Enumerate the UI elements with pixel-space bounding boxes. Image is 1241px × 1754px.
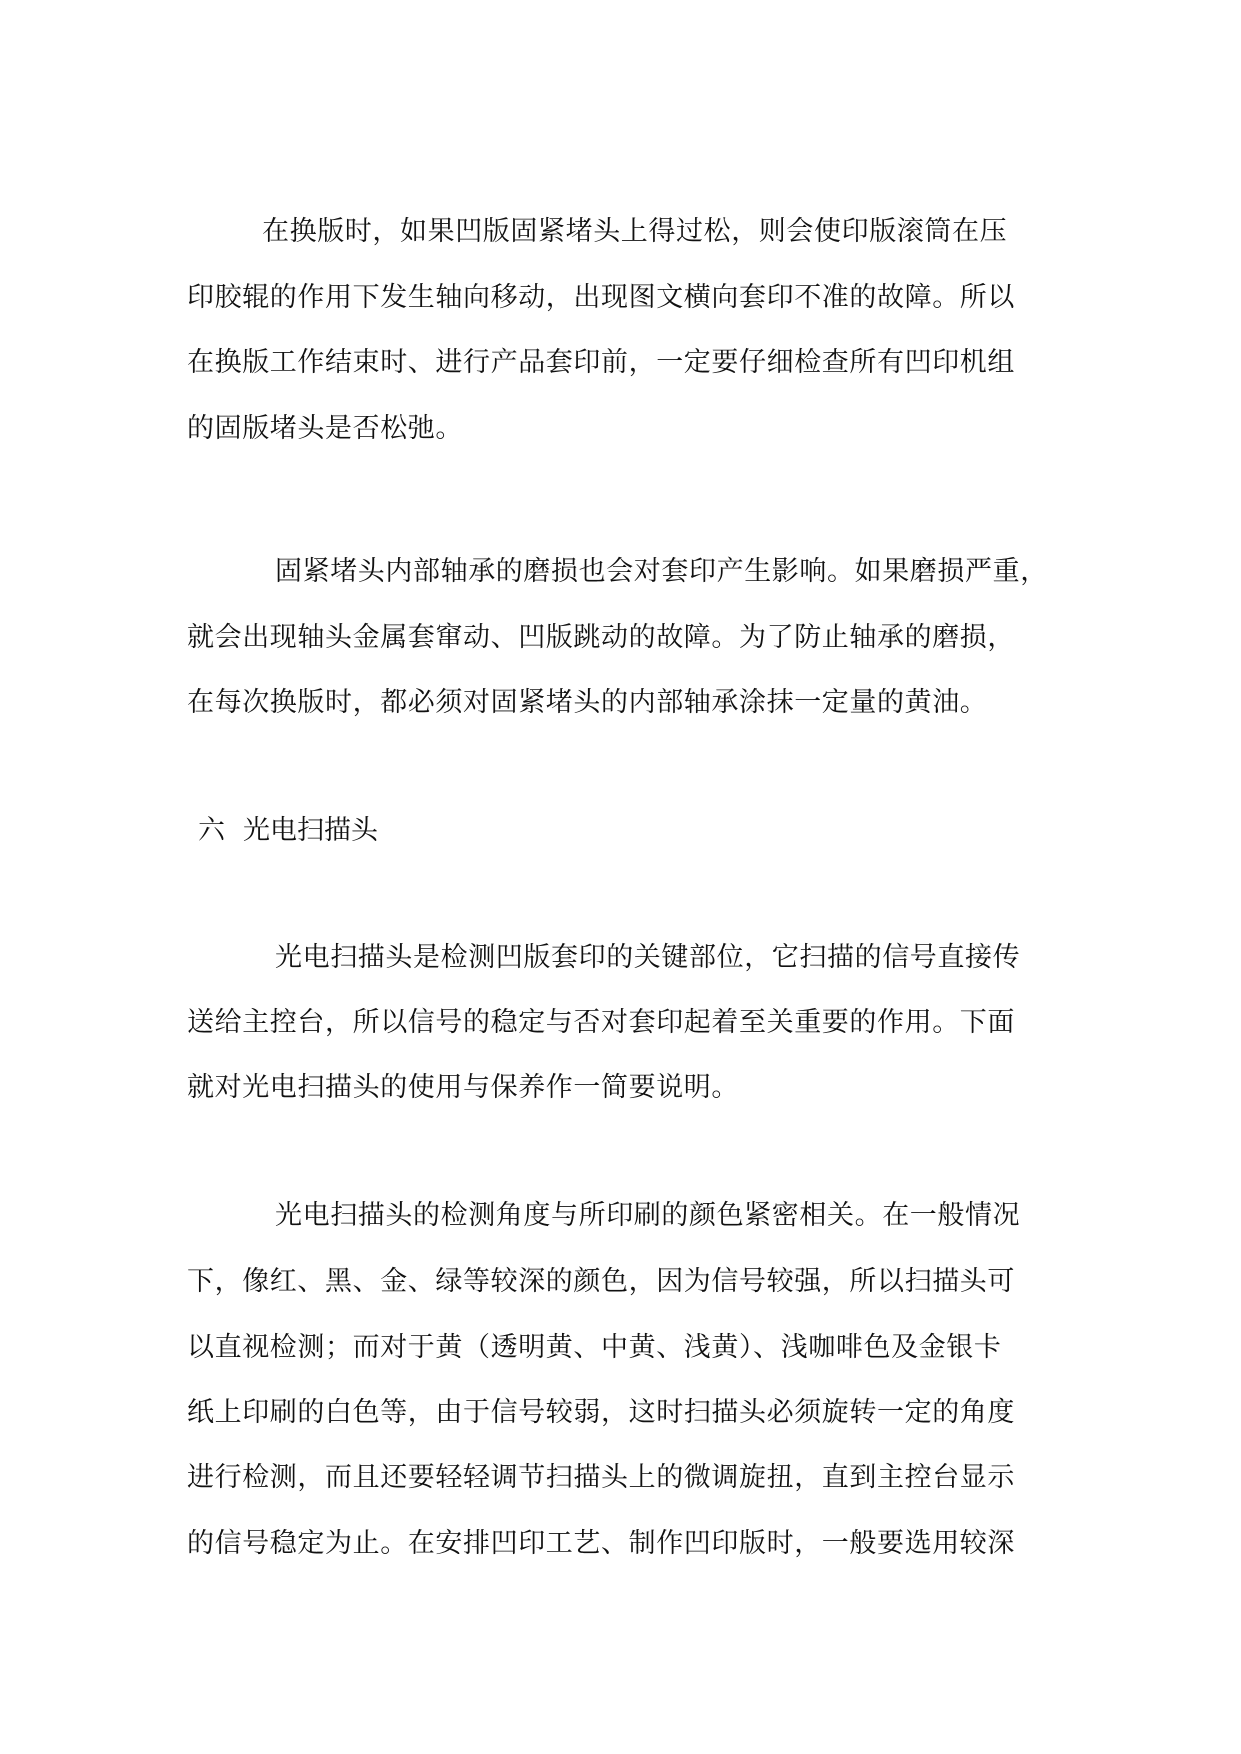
text-line: 下，像红、黑、金、绿等较深的颜色，因为信号较强，所以扫描头可 (187, 1266, 1015, 1297)
text-line: 纸上印刷的白色等，由于信号较弱，这时扫描头必须旋转一定的角度 (187, 1397, 1015, 1428)
text-line: 以直视检测；而对于黄（透明黄、中黄、浅黄）、浅咖啡色及金银卡 (187, 1332, 1002, 1363)
text-line: 光电扫描头的检测角度与所印刷的颜色紧密相关。在一般情况 (275, 1200, 1021, 1231)
text-line: 光电扫描头是检测凹版套印的关键部位，它扫描的信号直接传 (275, 942, 1021, 973)
text-line: 就会出现轴头金属套窜动、凹版跳动的故障。为了防止轴承的磨损， (187, 622, 1015, 653)
section-title: 光电扫描头 (243, 815, 378, 846)
text-line: 在每次换版时，都必须对固紧堵头的内部轴承涂抹一定量的黄油。 (187, 687, 988, 718)
section-heading (198, 811, 378, 851)
text-line: 就对光电扫描头的使用与保养作一简要说明。 (187, 1072, 739, 1103)
text-line: 在换版时，如果凹版固紧堵头上得过松，则会使印版滚筒在压 (262, 216, 1008, 247)
text-line: 固紧堵头内部轴承的磨损也会对套印产生影响。如果磨损严重， (275, 556, 1048, 587)
text-line: 进行检测，而且还要轻轻调节扫描头上的微调旋扭，直到主控台显示 (187, 1462, 1015, 1493)
text-line: 送给主控台，所以信号的稳定与否对套印起着至关重要的作用。下面 (187, 1007, 1015, 1038)
text-line: 印胶辊的作用下发生轴向移动，出现图文横向套印不准的故障。所以 (187, 282, 1015, 313)
text-line: 的固版堵头是否松弛。 (187, 413, 463, 444)
text-line: 的信号稳定为止。在安排凹印工艺、制作凹印版时，一般要选用较深 (187, 1528, 1015, 1559)
text-line: 在换版工作结束时、进行产品套印前，一定要仔细检查所有凹印机组 (187, 347, 1015, 378)
section-number: 六 (198, 815, 225, 846)
